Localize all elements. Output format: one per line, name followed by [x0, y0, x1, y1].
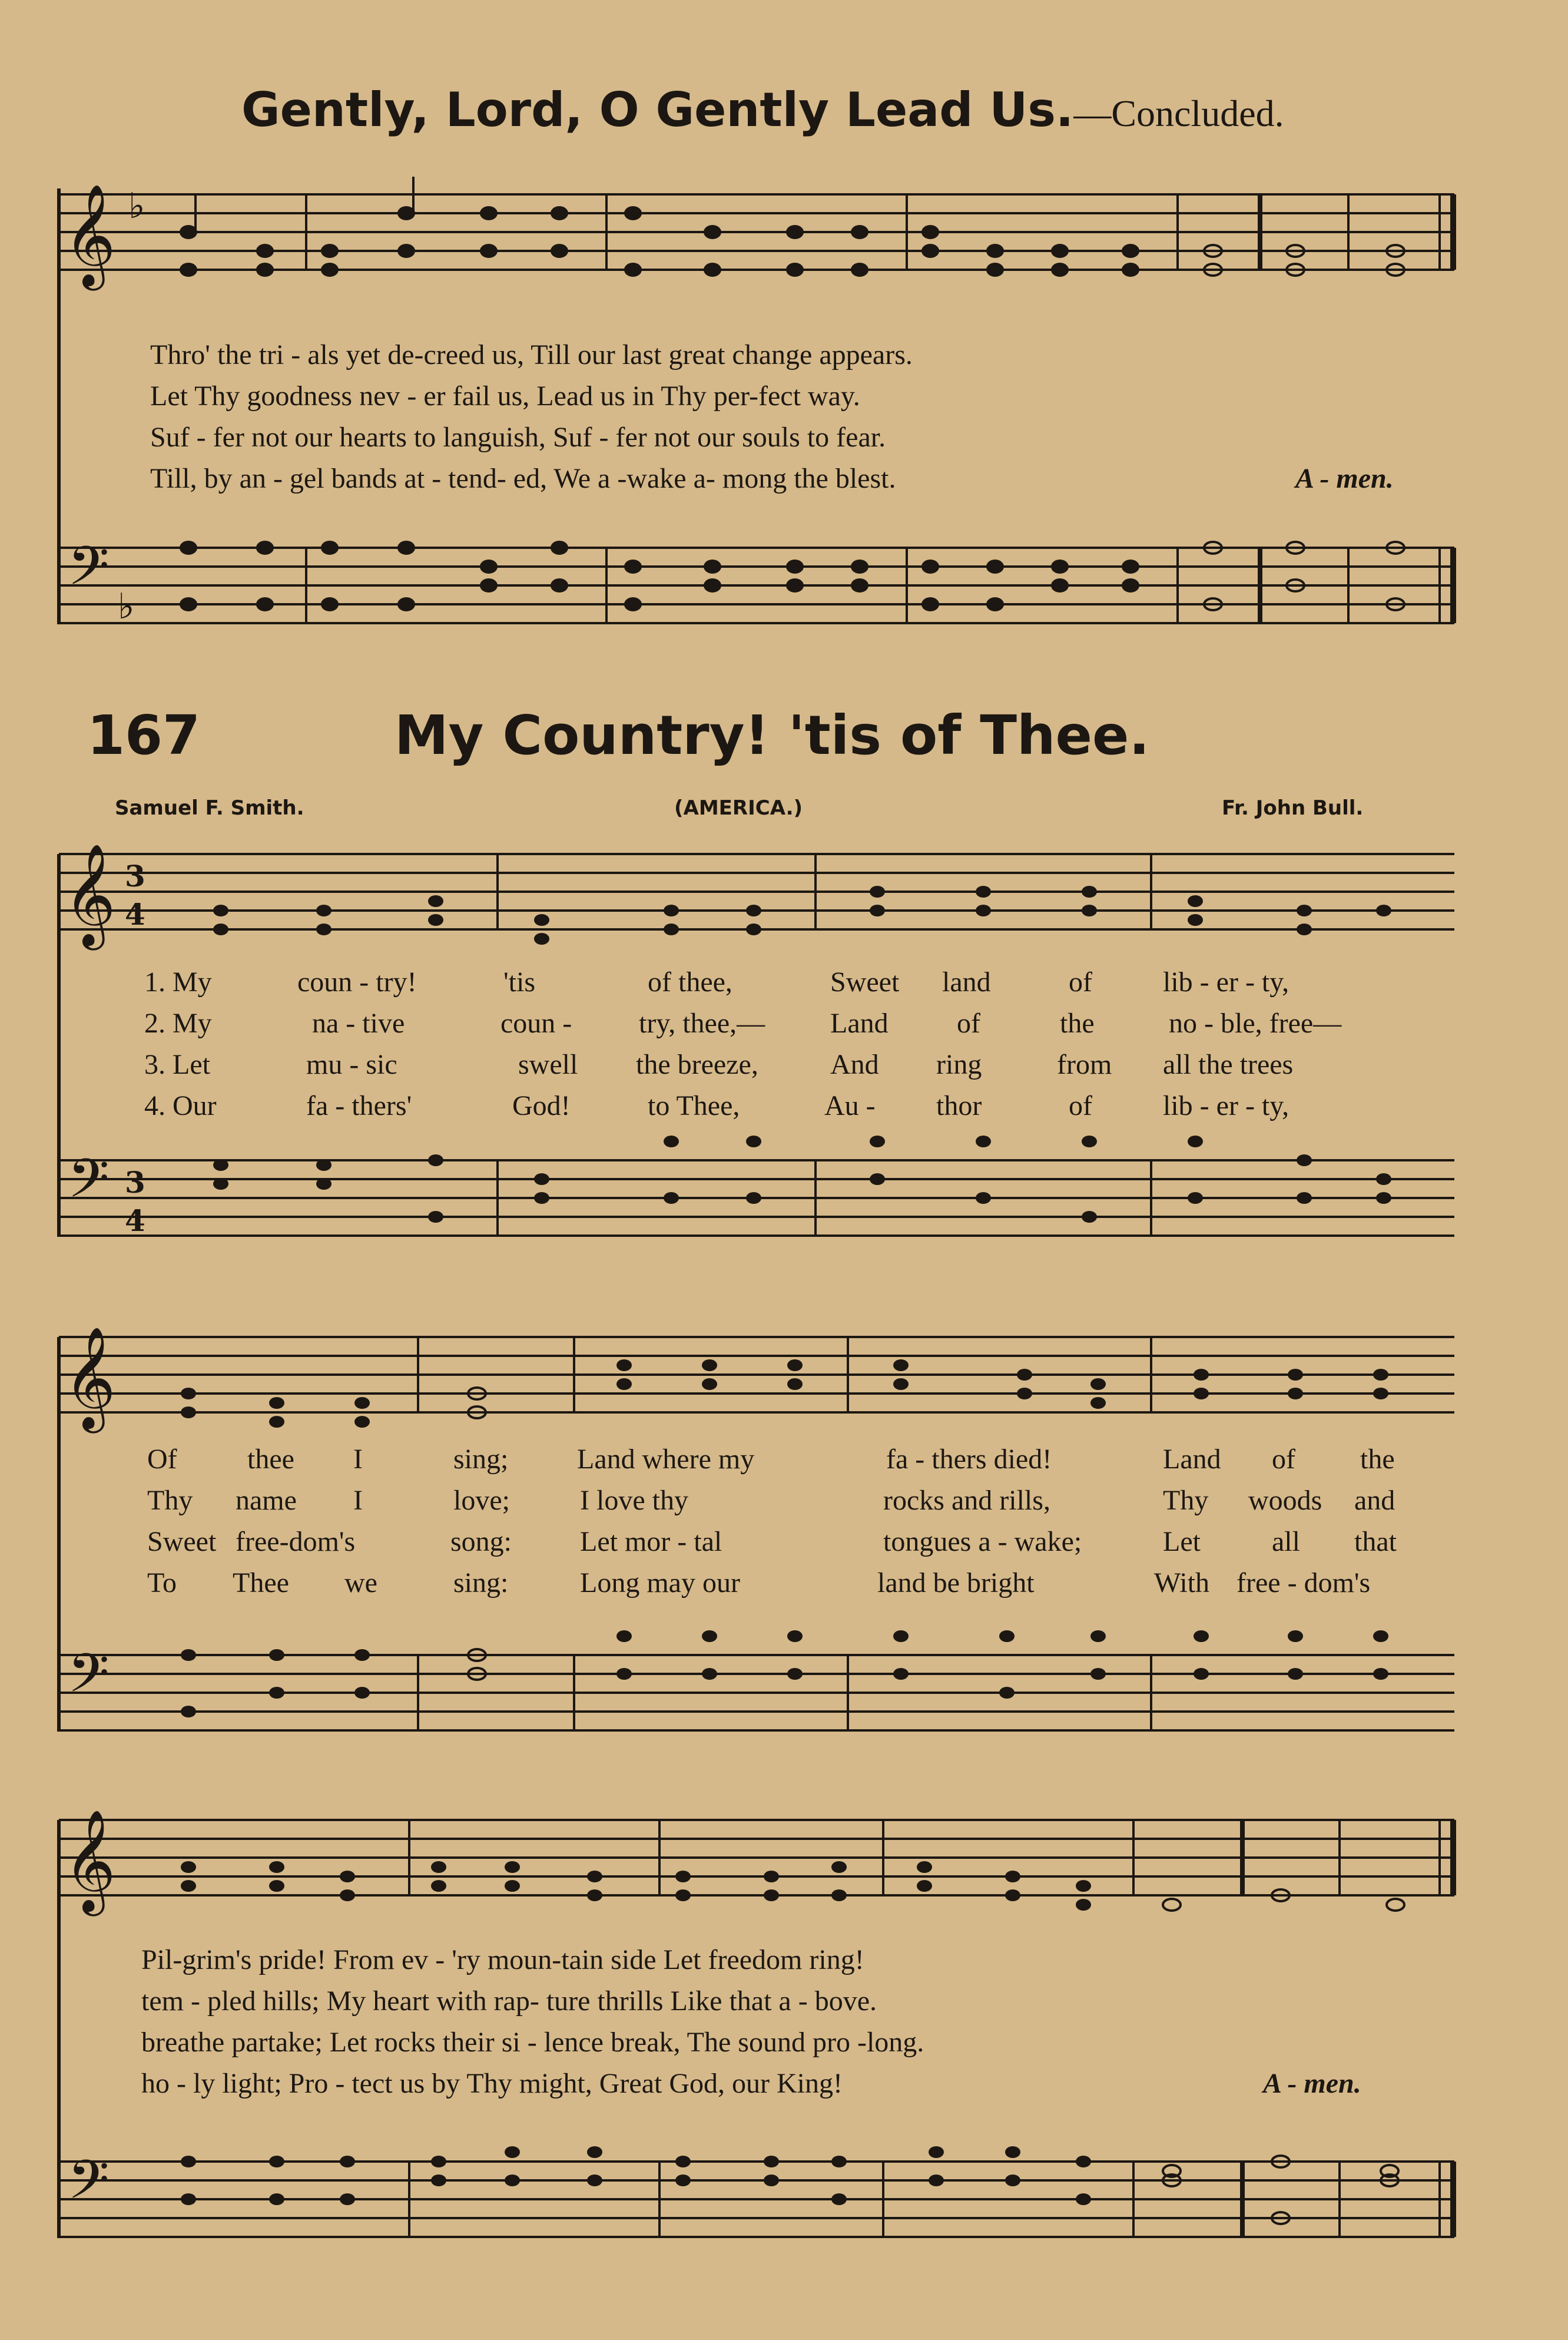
svg-text:𝄞: 𝄞	[64, 1809, 116, 1912]
hymn-composer: Fr. John Bull.	[1222, 796, 1364, 820]
system-2-verse-4: To Thee we sing: Long may our land be bright With free - dom's	[147, 1567, 1371, 1598]
system-2-verse-1: Of thee I sing; Land where my fa - thers died! Land of the	[147, 1444, 1395, 1475]
time-signature-top-treble: 3	[125, 859, 145, 893]
system-1-verse-1: 1. My coun - try! 'tis of thee, Sweet land of lib - er - ty,	[144, 967, 1289, 998]
svg-text:𝄢: 𝄢	[68, 1147, 110, 1223]
system-1-verse-3: 3. Let mu - sic swell the breeze, And ring from all the trees	[144, 1049, 1294, 1080]
system-1-verse-2: 2. My na - tive coun - try, thee,— Land of the no - ble, free—	[144, 1008, 1342, 1039]
hymn-tune-name: (AMERICA.)	[674, 796, 803, 820]
svg-text:♭: ♭	[128, 186, 145, 227]
svg-text:𝄢: 𝄢	[68, 535, 110, 610]
time-signature-bottom-treble: 4	[125, 897, 145, 932]
hymnal-page: Gently, Lord, O Gently Lead Us.—Concluded. 𝄞 𝄢 ♭ ♭ Thro' the tri - als yet de-creed us, Till our last great change appears. Let Thy goodness nev - er fail us, Lead us in Thy per-fect way. Suf - fer not our hearts to languish, Suf - fer not our souls to fear. Till, by an - gel bands at - tend- ed, We a -wake a- mong the blest. A - men. 167 My Country! 'tis of Thee. Samuel F. Smith. (AMERICA.) Fr. John Bull. 𝄞 𝄢 3 4 3 4 1. My coun - try! 'tis of thee, Sweet land of lib - er - ty, 2. My na - tive coun - try, thee,— Land of the no - ble, free— 3. Let mu - sic swell the breeze, And ring from all the trees 4. Our fa - thers' God! to Thee, Au - thor of lib - er - ty, 𝄞 𝄢 Of thee I sing; Land where my fa - thers died! Land of the Thy name I love; I love thy rocks and rills, Thy woods and Sweet free-dom's song: Let mor - tal tongues a - wake; Let all that To Thee we sing: Long may our land be bright With free - dom's 𝄞 𝄢 Pil-grim's pride! From ev - 'ry moun-tain side Let freedom ring! tem - pled hills; My heart with rap- ture thrills Like that a - bove. breathe partake; Let rocks their si - lence break, The sound pro -long. ho - ly light; Pro - tect us by Thy might, Great God, our King! A - men.	[0, 0, 1568, 2340]
hymn-title: My Country! 'tis of Thee.	[395, 704, 1150, 767]
svg-text:𝄢: 𝄢	[68, 2149, 110, 2224]
continued-hymn-title-main: Gently, Lord, O Gently Lead Us.	[241, 82, 1074, 137]
svg-text:𝄞: 𝄞	[64, 184, 116, 286]
system-1-verse-4: 4. Our fa - thers' God! to Thee, Au - thor of lib - er - ty,	[144, 1090, 1289, 1121]
time-signature-top-bass: 3	[125, 1165, 145, 1200]
continued-hymn-title-suffix: —Concluded.	[1073, 92, 1284, 134]
svg-text:♭: ♭	[118, 586, 135, 627]
svg-text:𝄞: 𝄞	[64, 1326, 116, 1429]
time-signature-bottom-bass: 4	[125, 1203, 145, 1238]
hymn-number: 167	[87, 704, 201, 767]
system-2-verse-3: Sweet free-dom's song: Let mor - tal tongues a - wake; Let all that	[147, 1526, 1397, 1557]
top-system-music	[0, 0, 1568, 648]
hymn-author: Samuel F. Smith.	[115, 796, 304, 820]
svg-text:𝄢: 𝄢	[68, 1642, 110, 1717]
system-2-verse-2: Thy name I love; I love thy rocks and rills, Thy woods and	[147, 1485, 1395, 1516]
svg-text:𝄞: 𝄞	[64, 843, 116, 946]
